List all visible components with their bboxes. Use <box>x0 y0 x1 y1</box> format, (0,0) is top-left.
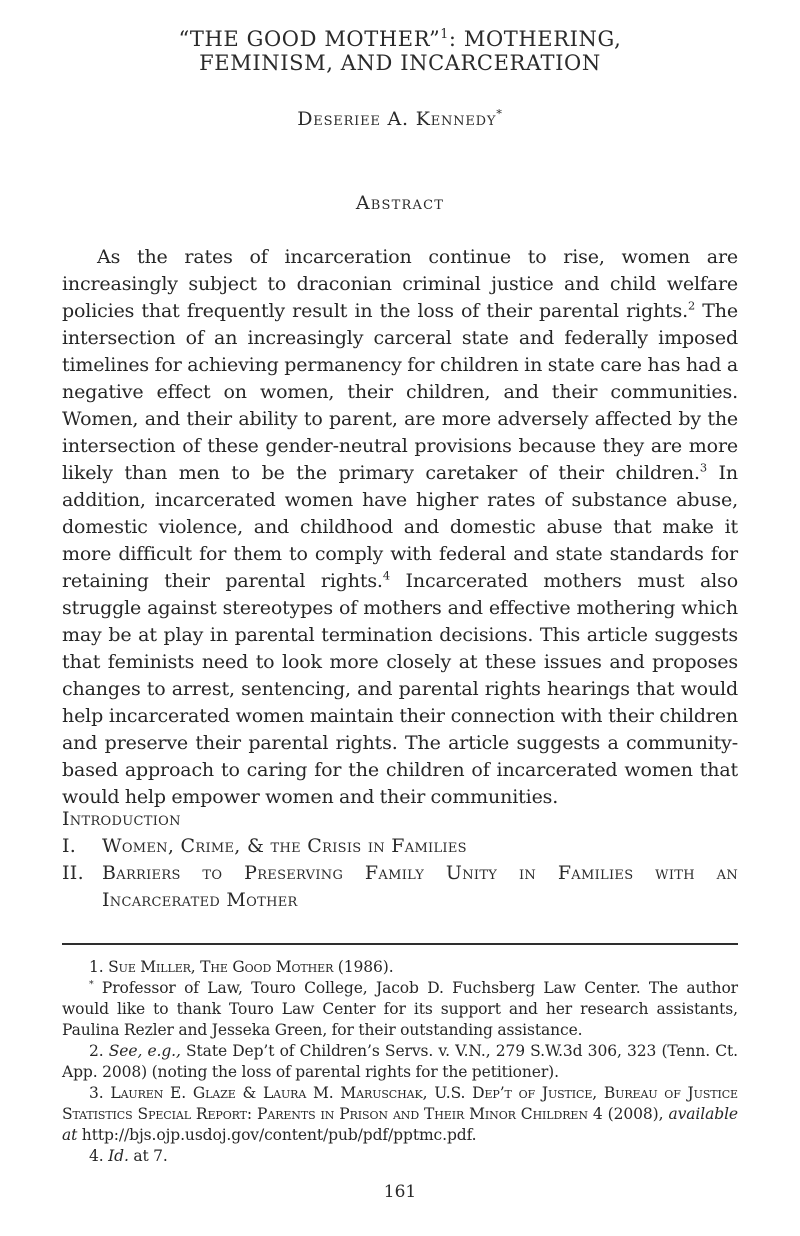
toc-introduction: Introduction <box>62 808 181 830</box>
footnote-number: 4. <box>89 1147 109 1165</box>
footnote-citation: Sue Miller, The Good Mother <box>108 958 334 976</box>
footnote-3 <box>62 1083 738 1146</box>
abstract-segment: In addition, incarcerated women have higher rates of substance abuse, domestic violence, and childhood and domestic abuse that make it more difficult for them to comply with federal and state standards for retaining their parental rights. <box>62 462 738 592</box>
footnote-number: 1. <box>89 958 109 976</box>
article-title <box>62 0 738 75</box>
toc-title-1: Women, Crime, & the Crisis in Families <box>102 835 467 857</box>
toc-title-2: Barriers to Preserving Family Unity in Families with an Incarcerated Mother <box>102 862 738 911</box>
title-line2-text: FEMINISM, AND INCARCERATION <box>199 51 601 75</box>
footnote-2 <box>62 1041 738 1083</box>
footnote-text: Professor of Law, Touro College, Jacob D. Fuchsberg Law Center. The author would like to thank Touro Law Center for its support and her research assistants, Paulina Rezler and Jesseka Green, for their outstanding assistance. <box>62 979 738 1039</box>
toc-numeral-2: II. <box>62 862 84 884</box>
footnote-signal: available at <box>62 1105 738 1144</box>
footnote-signal: Id. <box>108 1147 129 1165</box>
abstract-segment: Incarcerated mothers must also struggle against stereotypes of mothers and effective mothering which may be at play in parental termination decisions. This article suggests that feminists need to look more closely at these issues and proposes changes to arrest, sentencing, and parental rights hearings that would help incarcerated women maintain their connection with their children and preserve their parental rights. The article suggests a community-based approach to caring for the children of incarcerated women that would help empower women and their communities. <box>62 570 738 808</box>
footnote-text: (1986). <box>333 958 394 976</box>
footnote-star-marker: * <box>89 978 94 990</box>
footnote-marker-3: 3 <box>699 460 708 475</box>
footnote-block <box>62 943 738 1167</box>
table-of-contents <box>62 806 738 914</box>
footnote-1 <box>62 957 738 978</box>
toc-item-2 <box>62 860 738 914</box>
page-number: 161 <box>383 1182 417 1202</box>
abstract-segment: As the rates of incarceration continue to rise, women are increasingly subject to draconian criminal justice and child welfare policies that frequently result in the loss of their parental rights. <box>62 246 738 322</box>
footnote-citation: Lauren E. Glaze & Laura M. Maruschak, U.S. Dep’t of Justice, Bureau of Justice Statistics Special Report: Parents in Prison and Their Minor Children <box>62 1084 738 1123</box>
footnote-text: State Dep’t of Children’s Servs. v. V.N., 279 S.W.3d 306, 323 (Tenn. Ct. App. 2008) (noting the loss of parental rights for the petitioner). <box>62 1042 738 1081</box>
footnote-number: 3. <box>89 1084 111 1102</box>
footnote-star <box>62 978 738 1041</box>
author-footnote-marker: * <box>496 106 503 121</box>
footnote-url: http://bjs.ojp.usdoj.gov/content/pub/pdf/pptmc.pdf. <box>77 1126 477 1144</box>
abstract-heading: Abstract <box>355 192 445 214</box>
abstract-paragraph <box>62 244 738 811</box>
title-line1-after: : MOTHERING, <box>448 27 622 51</box>
footnote-marker-4: 4 <box>382 568 390 583</box>
footnote-text: at 7. <box>128 1147 168 1165</box>
footnote-4 <box>62 1146 738 1167</box>
footnote-separator-rule <box>62 943 738 945</box>
title-line1-text: “THE GOOD MOTHER” <box>178 27 441 51</box>
author-byline <box>62 108 738 130</box>
author-name: Deseriee A. Kennedy <box>297 108 497 130</box>
abstract-segment: The intersection of an increasingly carceral state and federally imposed timelines for achieving permanency for children in state care has had a negative effect on women, their children, and their communities. Women, and their ability to parent, are more adversely affected by the intersection of these gender-neutral provisions because they are more likely than men to be the primary caretaker of their children. <box>62 300 738 484</box>
footnote-marker-1: 1 <box>440 26 449 41</box>
footnote-signal: See, e.g., <box>108 1042 181 1060</box>
footnote-marker-2: 2 <box>688 298 696 313</box>
footnote-text: 4 (2008), <box>587 1105 669 1123</box>
footnote-number: 2. <box>89 1042 109 1060</box>
toc-item-1 <box>62 833 738 860</box>
toc-numeral-1: I. <box>62 835 77 857</box>
